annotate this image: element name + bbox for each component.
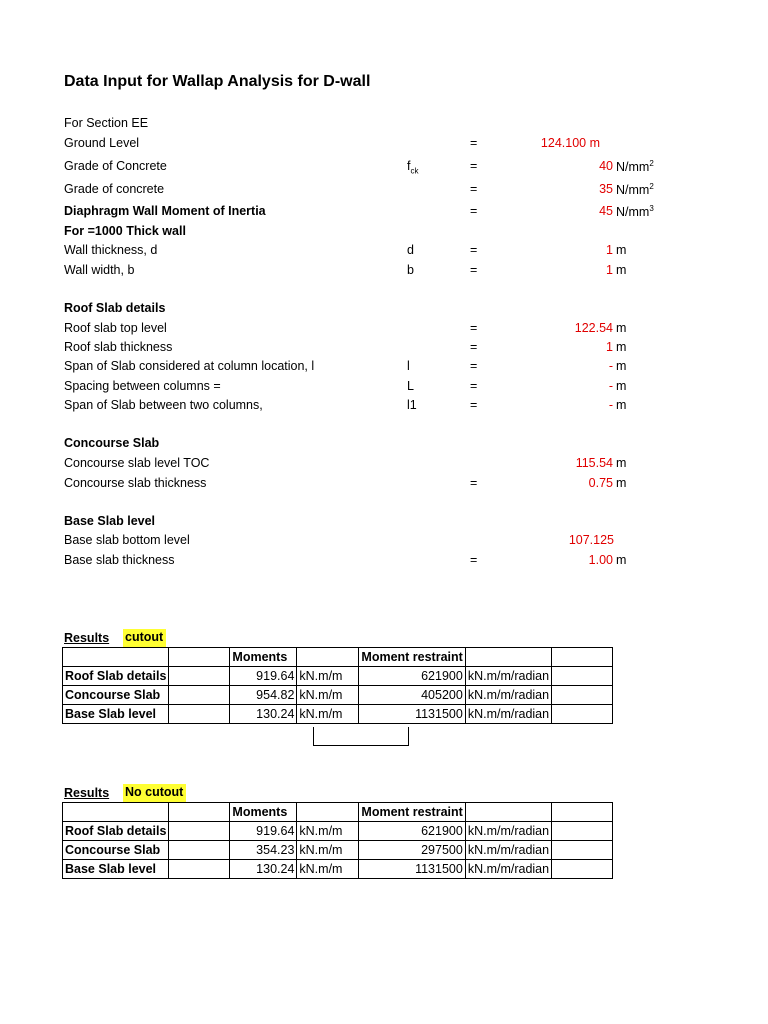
row-value: 107.125 [568,533,614,547]
results-tag-cutout: cutout [123,629,166,647]
table-cell [169,686,230,705]
equals-sign: = [470,159,478,173]
row-label: Diaphragm Wall Moment of Inertia [64,204,266,218]
row-value: 1 [606,340,613,354]
row-value: 1.00 [588,553,613,567]
table-header-row [63,648,613,667]
row-name: Concourse Slab [63,841,169,860]
results-label-cutout: Results [64,631,110,645]
row-unit: m [616,321,627,335]
restraint-value: 621900 [359,822,465,841]
equals-sign: = [470,204,478,218]
table-cell [552,667,613,686]
moment-value: 919.64 [230,822,297,841]
row-label: Roof slab thickness [64,340,173,354]
table-cell [552,803,613,822]
moment-restraint-header: Moment restraint [359,803,465,822]
row-unit: $N/mm^3$ [616,204,654,220]
row-name: Concourse Slab [63,686,169,705]
table-cell [465,803,551,822]
table-cell [63,803,169,822]
equals-sign: = [470,359,478,373]
row-label: For Section EE [64,116,149,130]
moments-header: Moments [230,803,297,822]
row-value: 115.54 [575,456,613,470]
moment-value: 954.82 [230,686,297,705]
page-title: Data Input for Wallap Analysis for D-wall [64,73,371,90]
row-unit: $N/mm^2$ [616,159,654,175]
table-row [63,841,613,860]
row-label: For =1000 Thick wall [64,224,186,238]
restraint-unit: kN.m/m/radian [465,841,551,860]
equals-sign: = [470,398,478,412]
row-label: Base slab bottom level [64,533,190,547]
row-label: Grade of concrete [64,182,165,196]
table-cell [169,667,230,686]
restraint-value: 405200 [359,686,465,705]
moment-unit: kN.m/m [297,686,359,705]
row-unit: m [616,456,627,470]
row-label: Span of Slab considered at column location, l [64,359,315,373]
row-value: 35 [599,182,613,196]
table-row [63,705,613,724]
table-header-row [63,803,613,822]
equals-sign: = [470,136,478,150]
table-cell [169,705,230,724]
row-label: Roof slab top level [64,321,167,335]
restraint-unit: kN.m/m/radian [465,705,551,724]
row-value: 122.54 [574,321,613,335]
row-unit: m [616,553,627,567]
row-value: 1 [606,243,613,257]
equals-sign: = [470,553,478,567]
results-label-no-cutout: Results [64,786,110,800]
row-label: Ground Level [64,136,140,150]
table-cell [552,705,613,724]
equals-sign: = [470,476,478,490]
restraint-unit: kN.m/m/radian [465,860,551,879]
moment-value: 130.24 [230,860,297,879]
table-row [63,667,613,686]
table-row [63,860,613,879]
table-cell [63,648,169,667]
moment-restraint-header: Moment restraint [359,648,465,667]
row-symbol: d [407,243,414,257]
row-value: 0.75 [588,476,613,490]
row-unit: m [616,340,627,354]
table-cell [465,648,551,667]
row-label: Wall width, b [64,263,135,277]
row-symbol: L [407,379,414,393]
row-label: Wall thickness, d [64,243,158,257]
row-label: Concourse slab level TOC [64,456,210,470]
row-label: Spacing between columns = [64,379,221,393]
row-name: Roof Slab details [63,822,169,841]
row-label: Grade of Concrete [64,159,167,173]
table-cell [552,860,613,879]
moment-unit: kN.m/m [297,705,359,724]
row-unit: m [616,243,627,257]
moment-unit: kN.m/m [297,667,359,686]
table-cell [169,822,230,841]
row-name: Base Slab level [63,705,169,724]
table-row [63,822,613,841]
results-tag-no-cutout: No cutout [123,784,186,802]
table-row [63,686,613,705]
restraint-unit: kN.m/m/radian [465,686,551,705]
moment-unit: kN.m/m [297,860,359,879]
row-label: Base Slab level [64,514,156,528]
results-table-no-cutout [62,802,613,879]
table-cell [552,841,613,860]
row-unit: m [616,263,627,277]
moment-value: 919.64 [230,667,297,686]
moment-value: 354.23 [230,841,297,860]
row-symbol: l [407,359,410,373]
moment-unit: kN.m/m [297,822,359,841]
row-label: Concourse Slab [64,436,160,450]
equals-sign: = [470,243,478,257]
row-unit: $N/mm^2$ [616,182,654,198]
row-name: Roof Slab details [63,667,169,686]
row-value: 45 [599,204,613,218]
equals-sign: = [470,182,478,196]
table-cell [552,822,613,841]
restraint-value: 621900 [359,667,465,686]
restraint-value: 1131500 [359,705,465,724]
results-table-cutout [62,647,613,724]
empty-cell [313,727,409,746]
row-value: 40 [599,159,613,173]
row-symbol: l1 [407,398,417,412]
row-name: Base Slab level [63,860,169,879]
restraint-value: 297500 [359,841,465,860]
moment-unit: kN.m/m [297,841,359,860]
row-unit: m [616,379,627,393]
table-cell [297,648,359,667]
row-unit: m [616,476,627,490]
row-value: 124.100 m [540,136,600,150]
equals-sign: = [470,321,478,335]
restraint-unit: kN.m/m/radian [465,667,551,686]
row-label: Span of Slab between two columns, [64,398,263,412]
table-cell [552,648,613,667]
moments-header: Moments [230,648,297,667]
row-value: - [608,359,613,373]
row-label: Roof Slab details [64,301,166,315]
row-value: - [608,398,613,412]
equals-sign: = [470,340,478,354]
row-symbol: b [407,263,414,277]
restraint-value: 1131500 [359,860,465,879]
equals-sign: = [470,263,478,277]
row-label: Base slab thickness [64,553,175,567]
row-unit: m [616,398,627,412]
table-cell [169,841,230,860]
row-value: 1 [606,263,613,277]
row-value: - [608,379,613,393]
table-cell [169,803,230,822]
row-label: Concourse slab thickness [64,476,207,490]
table-cell [297,803,359,822]
row-unit: m [616,359,627,373]
row-symbol: $f_{ck}$ [407,159,419,176]
table-cell [169,648,230,667]
moment-value: 130.24 [230,705,297,724]
equals-sign: = [470,379,478,393]
restraint-unit: kN.m/m/radian [465,822,551,841]
table-cell [552,686,613,705]
table-cell [169,860,230,879]
